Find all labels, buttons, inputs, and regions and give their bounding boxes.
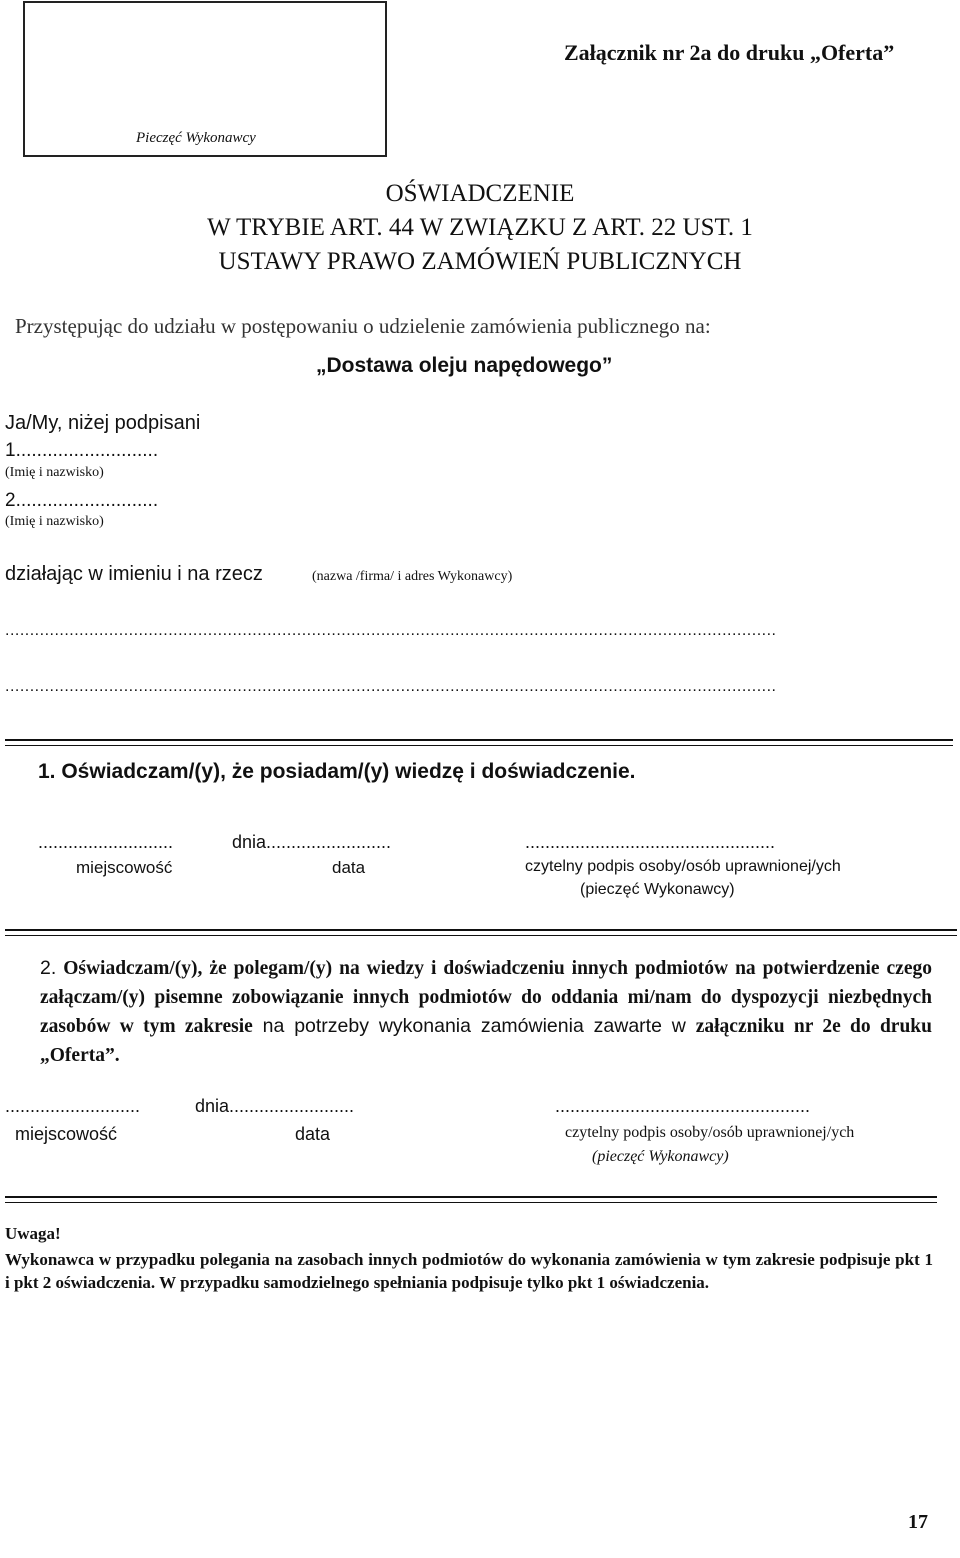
signatory-2-caption: (Imię i nazwisko) — [5, 514, 104, 529]
statement-1-place-label: miejscowość — [76, 858, 173, 877]
statement-2 — [40, 954, 932, 1070]
contractor-line-1[interactable]: ............................................................................................................................................................ — [5, 622, 777, 639]
signatory-2-field[interactable]: 2........................... — [5, 490, 159, 511]
statement-1-date-field[interactable]: dnia......................... — [232, 832, 392, 852]
separator-rule — [5, 739, 953, 741]
note-heading: Uwaga! — [5, 1224, 61, 1243]
statement-2-number: 2. — [40, 957, 57, 979]
statement-2-signature-label: czytelny podpis osoby/osób uprawnionej/ych — [565, 1124, 855, 1141]
statement-2-seal-label: (pieczęć Wykonawcy) — [592, 1148, 729, 1165]
statement-1-signature-label: czytelny podpis osoby/osób uprawnionej/ych — [525, 858, 841, 875]
statement-2-date-label: data — [295, 1124, 331, 1144]
statement-2-bold-text: Oświadczam/(y), że polegam/(y) na wiedzy i doświadczeniu innych podmiotów na potwierdzenie czego załączam/(y) pisemne zobowiązanie innych podmiotów do oddania mi/nam do dyspozycji niezbędnych zasobów w tym zakresie — [40, 958, 932, 1037]
statement-2-attachment-ref: załączniku nr 2e do druku „Oferta”. — [40, 1016, 932, 1066]
separator-rule — [5, 1202, 937, 1203]
signatories-label: Ja/My, niżej podpisani — [5, 412, 201, 434]
separator-rule — [5, 745, 953, 746]
contractor-line-2[interactable]: ............................................................................................................................................................ — [5, 678, 777, 695]
separator-rule — [5, 929, 957, 931]
note-text: Wykonawca w przypadku polegania na zasobach innych podmiotów do wykonania zamówienia w tym zakresie podpisuje pkt 1 i pkt 2 oświadczenia. W przypadku samodzielnego spełniania podpisuje tylko pkt 1 oświadczenia. — [5, 1250, 933, 1292]
contractor-name-caption: (nazwa /firma/ i adres Wykonawcy) — [312, 569, 513, 584]
procurement-subject: „Dostawa oleju napędowego” — [316, 354, 613, 377]
separator-rule — [5, 935, 957, 936]
document-title-line-2: W TRYBIE ART. 44 W ZWIĄZKU Z ART. 22 UST. 1 — [207, 214, 753, 241]
statement-1-date-label: data — [332, 858, 366, 877]
intro-text: Przystępując do udziału w postępowaniu o udzielenie zamówienia publicznego na: — [15, 314, 711, 338]
statement-2-date-field[interactable]: dnia......................... — [195, 1096, 355, 1116]
page-number: 17 — [908, 1511, 928, 1533]
statement-2-place-label: miejscowość — [15, 1124, 118, 1144]
separator-rule — [5, 1196, 937, 1198]
acting-on-behalf-label: działając w imieniu i na rzecz — [5, 563, 263, 585]
statement-2-signature-field[interactable]: ................................................... — [555, 1096, 811, 1116]
document-title-line-1: OŚWIADCZENIE — [385, 180, 575, 207]
statement-1-seal-label: (pieczęć Wykonawcy) — [580, 881, 735, 898]
statement-1: 1. Oświadczam/(y), że posiadam/(y) wiedzę i doświadczenie. — [38, 760, 636, 783]
statement-2-normal-text: na potrzeby wykonania zamówienia zawarte w — [252, 1015, 696, 1037]
statement-2-place-field[interactable]: ........................... — [5, 1096, 141, 1116]
signatory-1-field[interactable]: 1........................... — [5, 440, 159, 461]
attachment-title: Załącznik nr 2a do druku „Oferta” — [564, 40, 895, 65]
stamp-label: Pieczęć Wykonawcy — [136, 130, 256, 146]
statement-1-place-field[interactable]: ........................... — [38, 832, 174, 852]
document-title-line-3: USTAWY PRAWO ZAMÓWIEŃ PUBLICZNYCH — [218, 248, 742, 275]
statement-1-signature-field[interactable]: .................................................. — [525, 832, 776, 852]
signatory-1-caption: (Imię i nazwisko) — [5, 465, 104, 480]
